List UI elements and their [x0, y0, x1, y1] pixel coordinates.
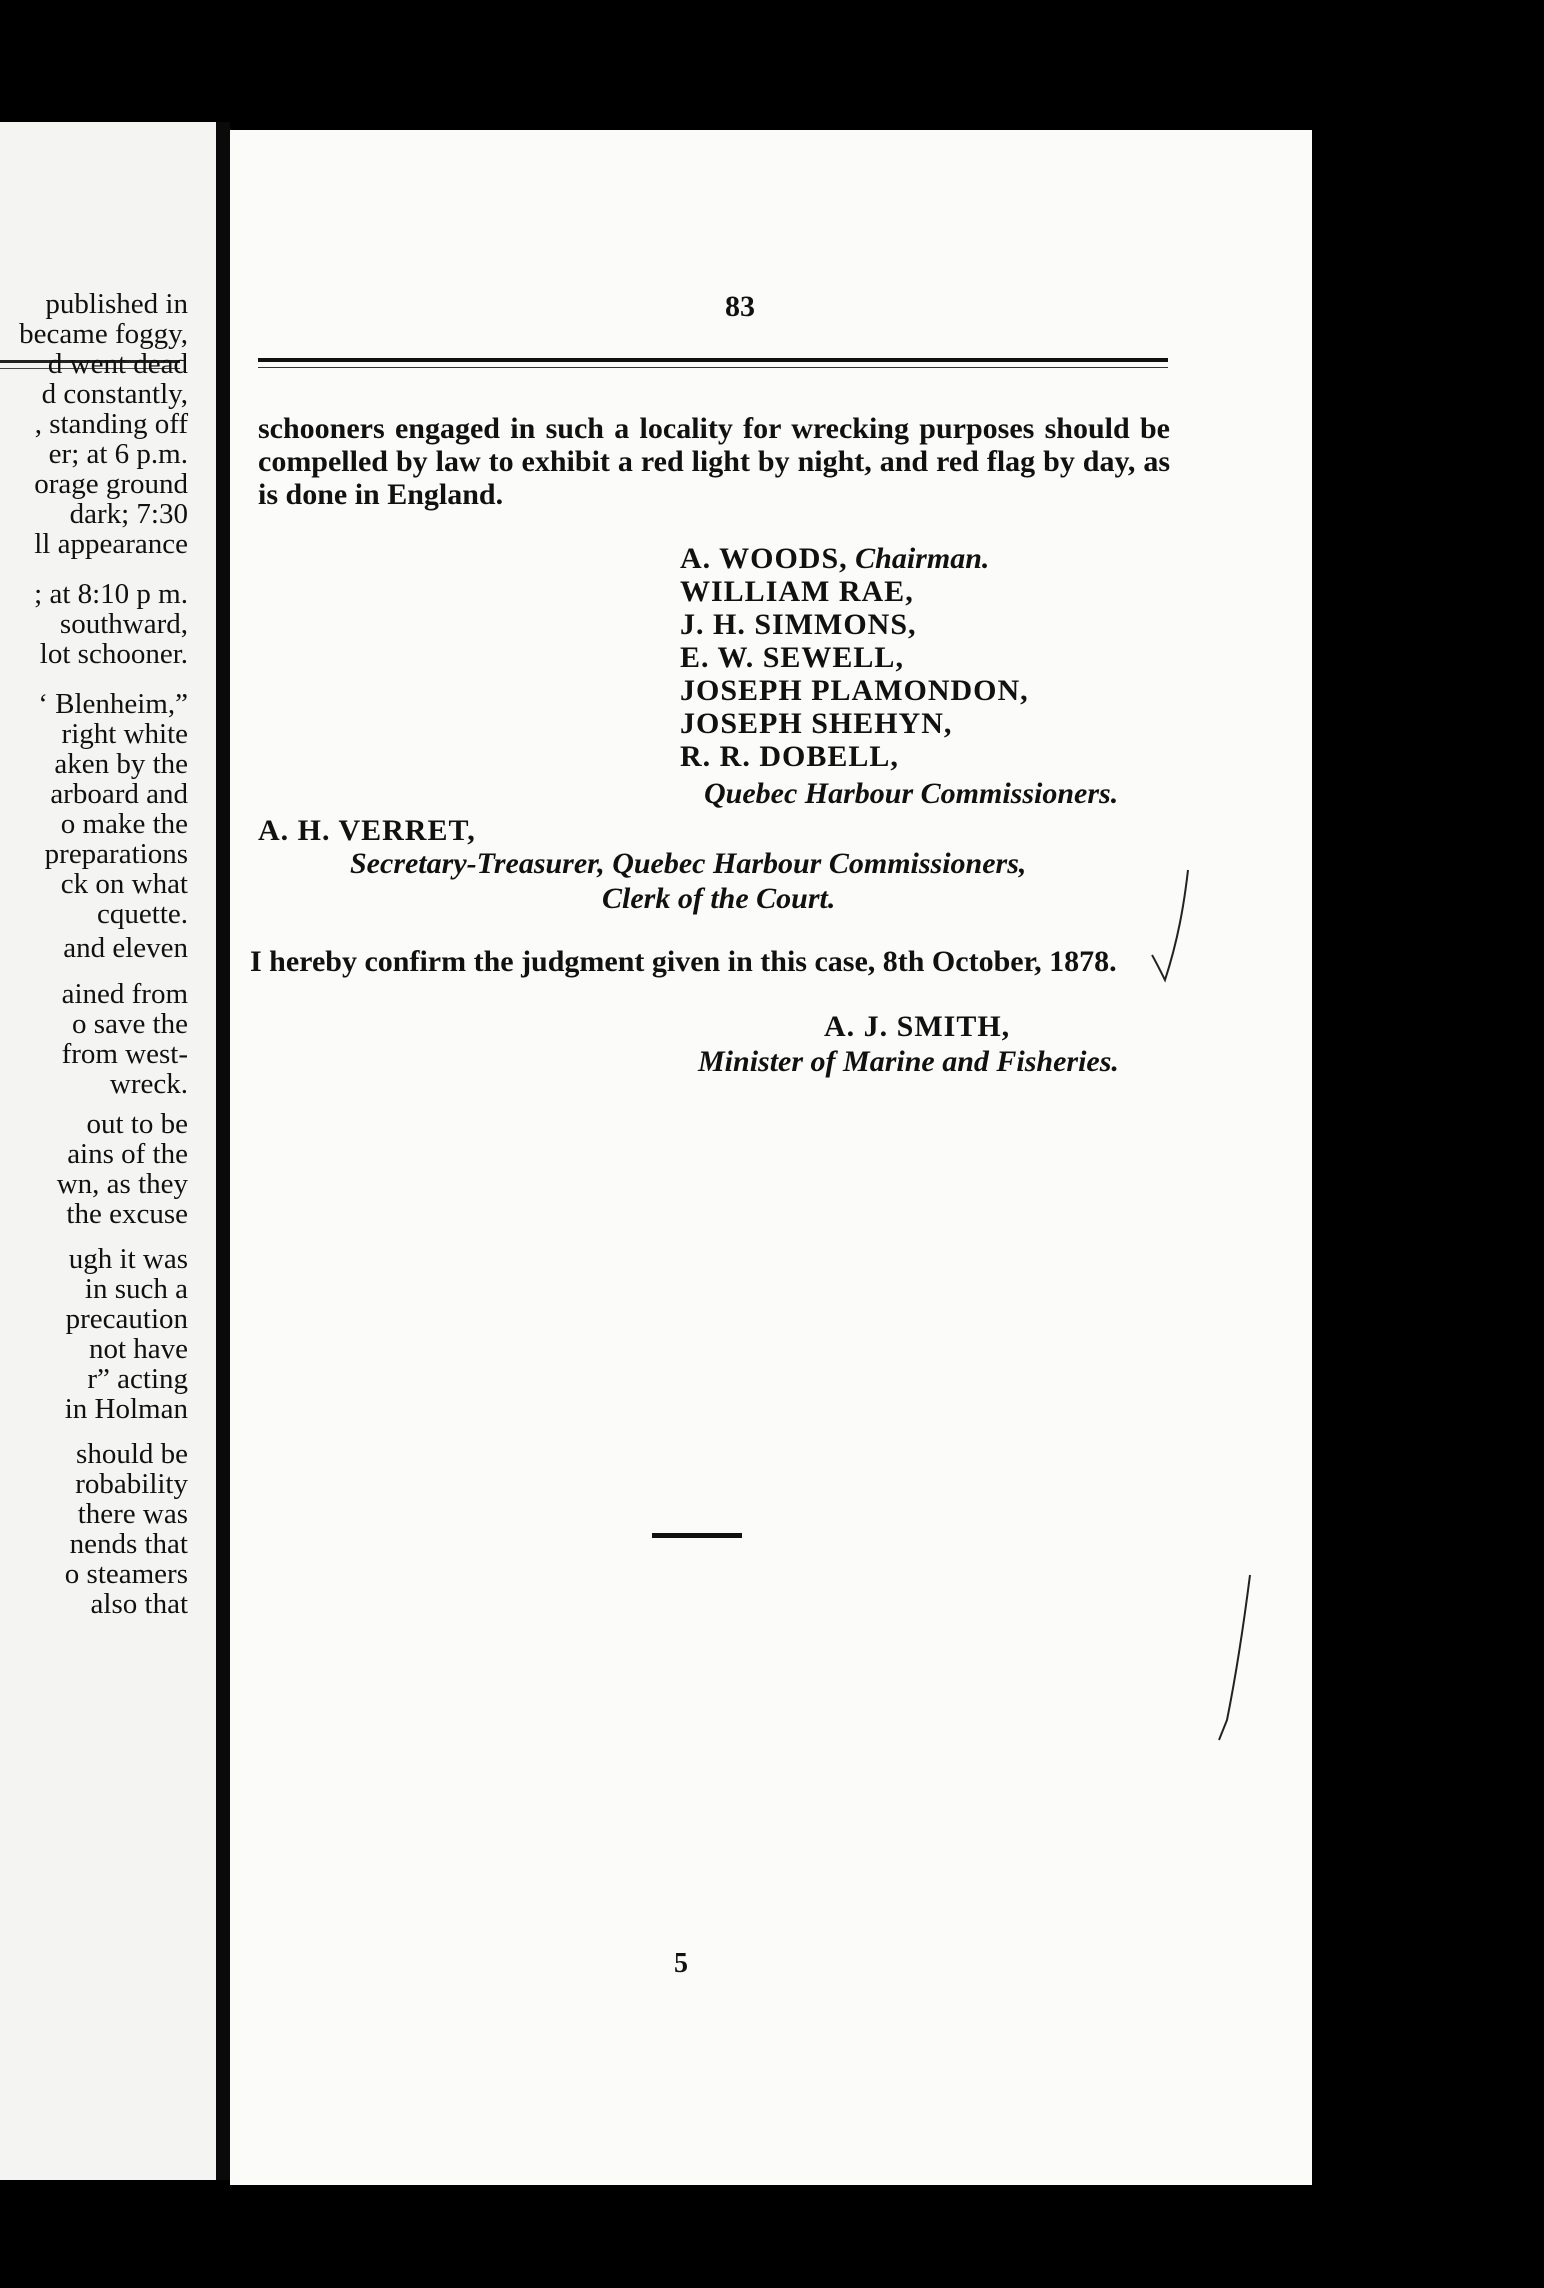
commissioner-name: R. R. DOBELL,	[680, 740, 899, 773]
left-page-line: southward,	[59, 608, 188, 640]
left-page-line: published in	[45, 288, 188, 320]
left-page-line: ‘ Blenheim,”	[38, 688, 188, 720]
left-page-line: ll appearance	[34, 528, 188, 560]
header-rule	[258, 358, 1168, 362]
left-page-line: d went dead	[47, 348, 188, 380]
left-page-line: dark; 7:30	[69, 498, 188, 530]
left-page-line: o make the	[60, 808, 188, 840]
left-page-line: ; at 8:10 p m.	[34, 578, 188, 610]
right-page	[230, 130, 1312, 2185]
chairman-name: A. WOODS,	[680, 542, 848, 575]
left-page-fragment	[0, 122, 216, 2180]
commissioner-name: WILLIAM RAE,	[680, 575, 914, 608]
left-page-line: also that	[90, 1588, 188, 1620]
left-page-line: from west-	[61, 1038, 188, 1070]
judgment-paragraph: schooners engaged in such a locality for wrecking purposes should be compelled by law to exhibit a red light by night, and red flag by day, as is done in England.	[258, 412, 1170, 511]
left-page-line: nends that	[69, 1528, 188, 1560]
page-number: 83	[725, 290, 755, 323]
left-page-line: , standing off	[34, 408, 188, 440]
left-page-line: r” acting	[87, 1363, 188, 1395]
left-page-line: o steamers	[64, 1558, 188, 1590]
commissioner-name: J. H. SIMMONS,	[680, 608, 917, 641]
left-page-line: and eleven	[63, 932, 188, 964]
left-page-line: cquette.	[97, 898, 188, 930]
left-page-line: ugh it was	[68, 1243, 188, 1275]
minister-name: A. J. SMITH,	[824, 1010, 1011, 1043]
left-page-line: in Holman	[64, 1393, 188, 1425]
left-page-line: robability	[75, 1468, 188, 1500]
left-page-line: d constantly,	[41, 378, 188, 410]
secretary-name: A. H. VERRET,	[258, 814, 476, 847]
left-page-line: wreck.	[109, 1068, 188, 1100]
left-page-line: ck on what	[60, 868, 188, 900]
clerk-title: Clerk of the Court.	[602, 882, 836, 915]
left-page-line: lot schooner.	[39, 638, 188, 670]
secretary-title: Secretary-Treasurer, Quebec Harbour Commissioners,	[350, 847, 1027, 880]
left-page-line: the excuse	[66, 1198, 188, 1230]
left-page-line: there was	[77, 1498, 188, 1530]
commissioner-name: JOSEPH SHEHYN,	[680, 707, 953, 740]
left-page-line: er; at 6 p.m.	[48, 438, 188, 470]
signature-mark: 5	[674, 1948, 688, 1979]
pencil-check-mark	[1150, 860, 1210, 1010]
left-page-line: precaution	[65, 1303, 188, 1335]
left-page-line: right white	[61, 718, 188, 750]
left-page-line: in such a	[84, 1273, 188, 1305]
left-page-line: arboard and	[50, 778, 188, 810]
chairman-title: Chairman.	[855, 542, 990, 575]
left-page-line: preparations	[44, 838, 188, 870]
left-page-line: orage ground	[34, 468, 188, 500]
commissioner-name: JOSEPH PLAMONDON,	[680, 674, 1029, 707]
left-page-line: became foggy,	[19, 318, 188, 350]
chairman-signature	[680, 542, 989, 575]
minister-title: Minister of Marine and Fisheries.	[698, 1045, 1119, 1078]
commissioner-name: E. W. SEWELL,	[680, 641, 904, 674]
left-page-line: aken by the	[54, 748, 188, 780]
closing-rule	[652, 1533, 742, 1538]
left-page-line: wn, as they	[56, 1168, 188, 1200]
page-gutter	[216, 122, 230, 2180]
left-page-line: should be	[76, 1438, 188, 1470]
left-page-line: o save the	[72, 1008, 188, 1040]
header-rule-thin	[258, 367, 1168, 368]
confirmation-statement: I hereby confirm the judgment given in this case, 8th October, 1878.	[250, 945, 1117, 978]
left-page-line: not have	[88, 1333, 188, 1365]
left-page-line: ains of the	[67, 1138, 188, 1170]
commissioners-body-title: Quebec Harbour Commissioners.	[704, 777, 1119, 810]
left-page-line: ained from	[61, 978, 188, 1010]
pencil-margin-mark	[1215, 1570, 1255, 1750]
left-page-line: out to be	[86, 1108, 188, 1140]
